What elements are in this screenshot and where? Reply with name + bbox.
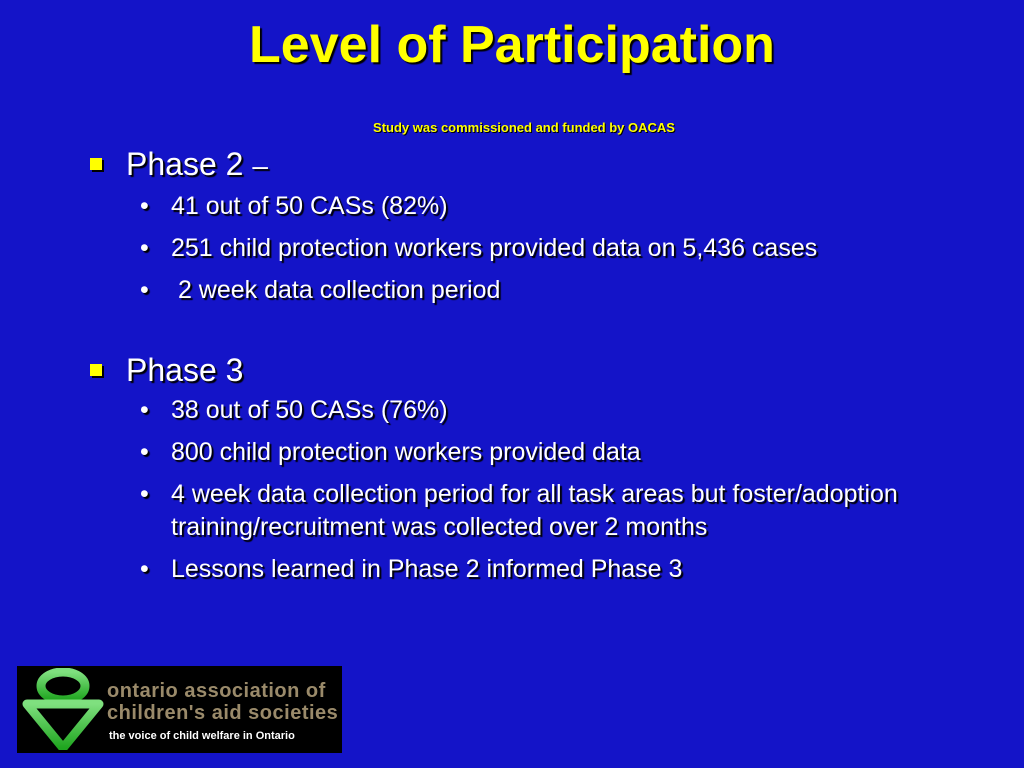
logo-name-line-1: ontario association of	[107, 680, 326, 702]
list-item-text: 4 week data collection period for all task areas but foster/adoption training/recruitment was collected over 2 months	[171, 480, 898, 541]
phase-3-list	[88, 394, 948, 586]
bullet-icon: •	[140, 234, 149, 262]
phase-3-heading	[88, 350, 948, 390]
oacas-logo	[17, 666, 342, 753]
list-item	[88, 394, 948, 427]
phase-label: Phase 3	[126, 352, 244, 388]
list-item-text: 38 out of 50 CASs (76%)	[171, 396, 448, 424]
list-item	[88, 232, 948, 265]
list-item-text: 251 child protection workers provided data on 5,436 cases	[171, 234, 818, 262]
phase-2-heading	[88, 144, 948, 186]
slide-subtitle: Study was commissioned and funded by OACAS	[373, 120, 675, 135]
slide-content	[88, 144, 948, 595]
green-down-arrow-logo-icon	[21, 668, 105, 750]
bullet-icon: •	[140, 276, 149, 304]
list-item	[88, 190, 948, 223]
spacer	[88, 316, 948, 350]
list-item	[88, 274, 948, 307]
bullet-icon: •	[140, 480, 149, 508]
bullet-icon: •	[140, 192, 149, 220]
slide-title: Level of Participation	[249, 16, 775, 74]
list-item-text: 2 week data collection period	[171, 276, 501, 304]
bullet-icon: •	[140, 396, 149, 424]
logo-name-line-2: children's aid societies	[107, 702, 339, 724]
phase-2-list	[88, 190, 948, 307]
phase-label: Phase 2	[126, 146, 244, 182]
square-bullet-icon	[90, 158, 102, 170]
logo-tagline: the voice of child welfare in Ontario	[109, 730, 295, 742]
list-item-text: Lessons learned in Phase 2 informed Phase 3	[171, 555, 683, 583]
list-item	[88, 478, 948, 544]
list-item	[88, 553, 948, 586]
bullet-icon: •	[140, 438, 149, 466]
list-item-text: 41 out of 50 CASs (82%)	[171, 192, 448, 220]
bullet-icon: •	[140, 555, 149, 583]
list-item	[88, 436, 948, 469]
phase-dash: –	[252, 150, 268, 181]
square-bullet-icon	[90, 364, 102, 376]
list-item-text: 800 child protection workers provided data	[171, 438, 641, 466]
